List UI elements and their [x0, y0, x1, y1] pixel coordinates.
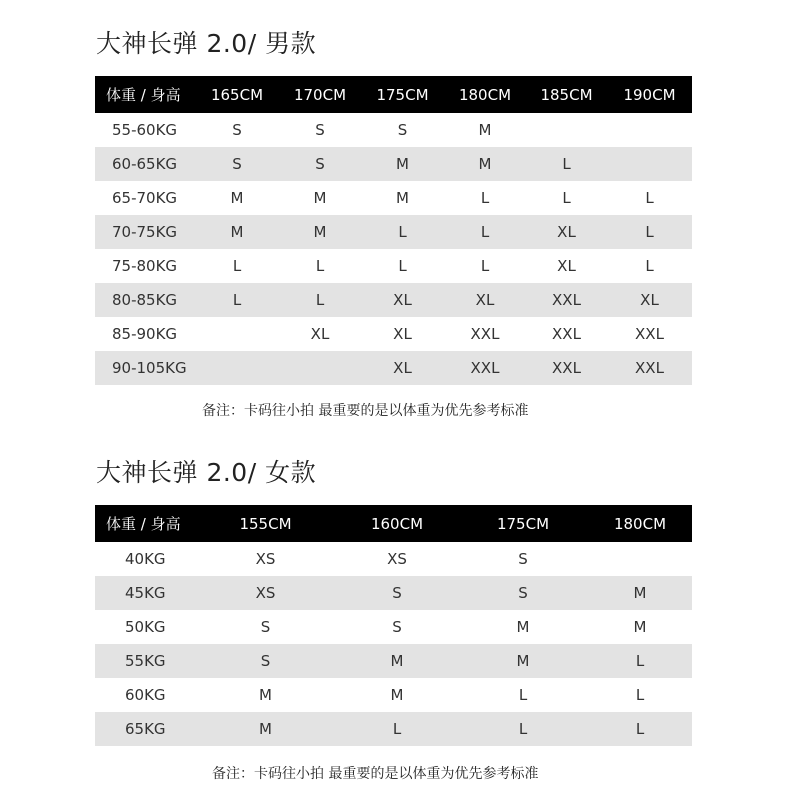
size-cell — [607, 113, 692, 147]
size-cell: M — [313, 189, 327, 207]
table-row — [95, 351, 692, 385]
size-cell: S — [195, 147, 279, 181]
table-row — [95, 215, 692, 249]
size-cell: S — [397, 121, 408, 139]
header-height-col: 175CM — [361, 76, 444, 113]
size-cell: L — [518, 686, 528, 704]
size-cell: S — [232, 121, 242, 139]
header-height-col: 165CM — [195, 76, 279, 113]
weight-cell: 55-60KG — [112, 121, 178, 139]
table-row — [95, 147, 692, 181]
table-row — [95, 317, 692, 351]
table-row — [95, 576, 692, 610]
size-cell: XS — [387, 550, 407, 568]
size-cell: S — [260, 618, 271, 636]
weight-cell: 80-85KG — [95, 283, 195, 317]
size-cell: L — [588, 712, 692, 746]
size-cell: XXL — [526, 283, 607, 317]
size-cell: M — [195, 215, 279, 249]
table-row — [95, 644, 692, 678]
size-cell: L — [645, 189, 654, 207]
size-cell: M — [396, 189, 409, 207]
size-cell — [607, 147, 692, 181]
size-cell: XL — [557, 257, 576, 275]
header-height-col: 170CM — [279, 76, 361, 113]
size-cell: M — [230, 189, 244, 207]
size-cell — [195, 317, 279, 351]
size-cell: XL — [607, 283, 692, 317]
size-cell: L — [588, 644, 692, 678]
size-cell: L — [635, 686, 645, 704]
size-cell: XXL — [552, 325, 581, 343]
weight-cell: 45KG — [95, 576, 195, 610]
size-cell: XL — [526, 215, 607, 249]
size-cell: L — [315, 257, 325, 275]
women-size-note: 备注：卡码往小拍 最重要的是以体重为优先参考标准 — [212, 766, 539, 782]
weight-cell: 65-70KG — [112, 189, 178, 207]
weight-cell: 40KG — [125, 550, 166, 568]
size-cell: M — [516, 618, 530, 636]
header-height-col: 190CM — [607, 76, 692, 113]
men-size-chart-title: 大神长弹 2.0/ 男款 — [96, 29, 317, 58]
size-cell: M — [444, 147, 526, 181]
size-cell: M — [633, 618, 647, 636]
table-row — [95, 113, 692, 147]
size-cell: M — [259, 686, 272, 704]
size-cell: L — [480, 257, 490, 275]
weight-cell: 60KG — [125, 686, 166, 704]
size-cell — [279, 351, 361, 385]
size-cell: L — [398, 257, 407, 275]
women-size-table — [95, 505, 692, 746]
size-cell: XS — [255, 550, 276, 568]
header-height-col: 160CM — [336, 505, 458, 542]
table-row — [95, 283, 692, 317]
men-size-note: 备注：卡码往小拍 最重要的是以体重为优先参考标准 — [202, 403, 529, 419]
weight-cell: 75-80KG — [112, 257, 178, 275]
table-header-row — [95, 76, 692, 113]
weight-cell: 55KG — [95, 644, 195, 678]
size-cell: S — [336, 576, 458, 610]
women-size-chart-title: 大神长弹 2.0/ 女款 — [96, 458, 317, 487]
size-cell: M — [361, 147, 444, 181]
size-cell: XS — [195, 576, 336, 610]
men-size-table — [95, 76, 692, 385]
size-cell: M — [478, 121, 492, 139]
size-cell: XXL — [607, 351, 692, 385]
weight-cell: 65KG — [95, 712, 195, 746]
size-cell: L — [645, 257, 654, 275]
weight-cell: 90-105KG — [95, 351, 195, 385]
size-cell: XXL — [635, 325, 664, 343]
size-cell: M — [336, 644, 458, 678]
size-cell: M — [458, 644, 588, 678]
size-cell: XL — [361, 351, 444, 385]
size-cell: XL — [310, 325, 330, 343]
size-cell: S — [279, 147, 361, 181]
header-height-col: 180CM — [444, 76, 526, 113]
header-height-col: 185CM — [526, 76, 607, 113]
weight-cell: 60-65KG — [95, 147, 195, 181]
size-cell: L — [458, 712, 588, 746]
size-cell: M — [390, 686, 404, 704]
size-cell: S — [195, 644, 336, 678]
size-cell: S — [458, 576, 588, 610]
size-cell: L — [526, 147, 607, 181]
size-cell: L — [607, 215, 692, 249]
size-cell: L — [336, 712, 458, 746]
size-cell — [588, 542, 692, 576]
size-cell: XL — [393, 325, 412, 343]
size-cell: L — [444, 215, 526, 249]
size-cell: XXL — [470, 325, 500, 343]
size-cell: L — [480, 189, 490, 207]
header-height-col: 155CM — [195, 505, 336, 542]
header-height-col: 175CM — [458, 505, 588, 542]
size-cell: XL — [361, 283, 444, 317]
size-cell: L — [279, 283, 361, 317]
size-cell: L — [361, 215, 444, 249]
size-cell — [195, 351, 279, 385]
table-header-row — [95, 505, 692, 542]
size-cell: L — [232, 257, 242, 275]
table-row — [95, 678, 692, 712]
table-row — [95, 712, 692, 746]
size-cell: XL — [444, 283, 526, 317]
table-row — [95, 181, 692, 215]
size-cell: S — [518, 550, 528, 568]
size-cell: L — [562, 189, 571, 207]
weight-cell: 85-90KG — [112, 325, 178, 343]
size-cell: M — [195, 712, 336, 746]
size-cell: L — [195, 283, 279, 317]
size-cell: M — [279, 215, 361, 249]
header-height-col: 180CM — [588, 505, 692, 542]
size-cell: S — [392, 618, 402, 636]
size-cell — [526, 113, 607, 147]
size-cell: M — [588, 576, 692, 610]
weight-cell: 70-75KG — [95, 215, 195, 249]
weight-cell: 50KG — [125, 618, 166, 636]
size-cell: XXL — [526, 351, 607, 385]
size-cell: XXL — [444, 351, 526, 385]
size-cell: S — [315, 121, 325, 139]
table-row — [95, 610, 692, 644]
header-weight-height: 体重 / 身高 — [95, 505, 195, 542]
table-row — [95, 542, 692, 576]
header-weight-height: 体重 / 身高 — [95, 76, 195, 113]
table-row — [95, 249, 692, 283]
